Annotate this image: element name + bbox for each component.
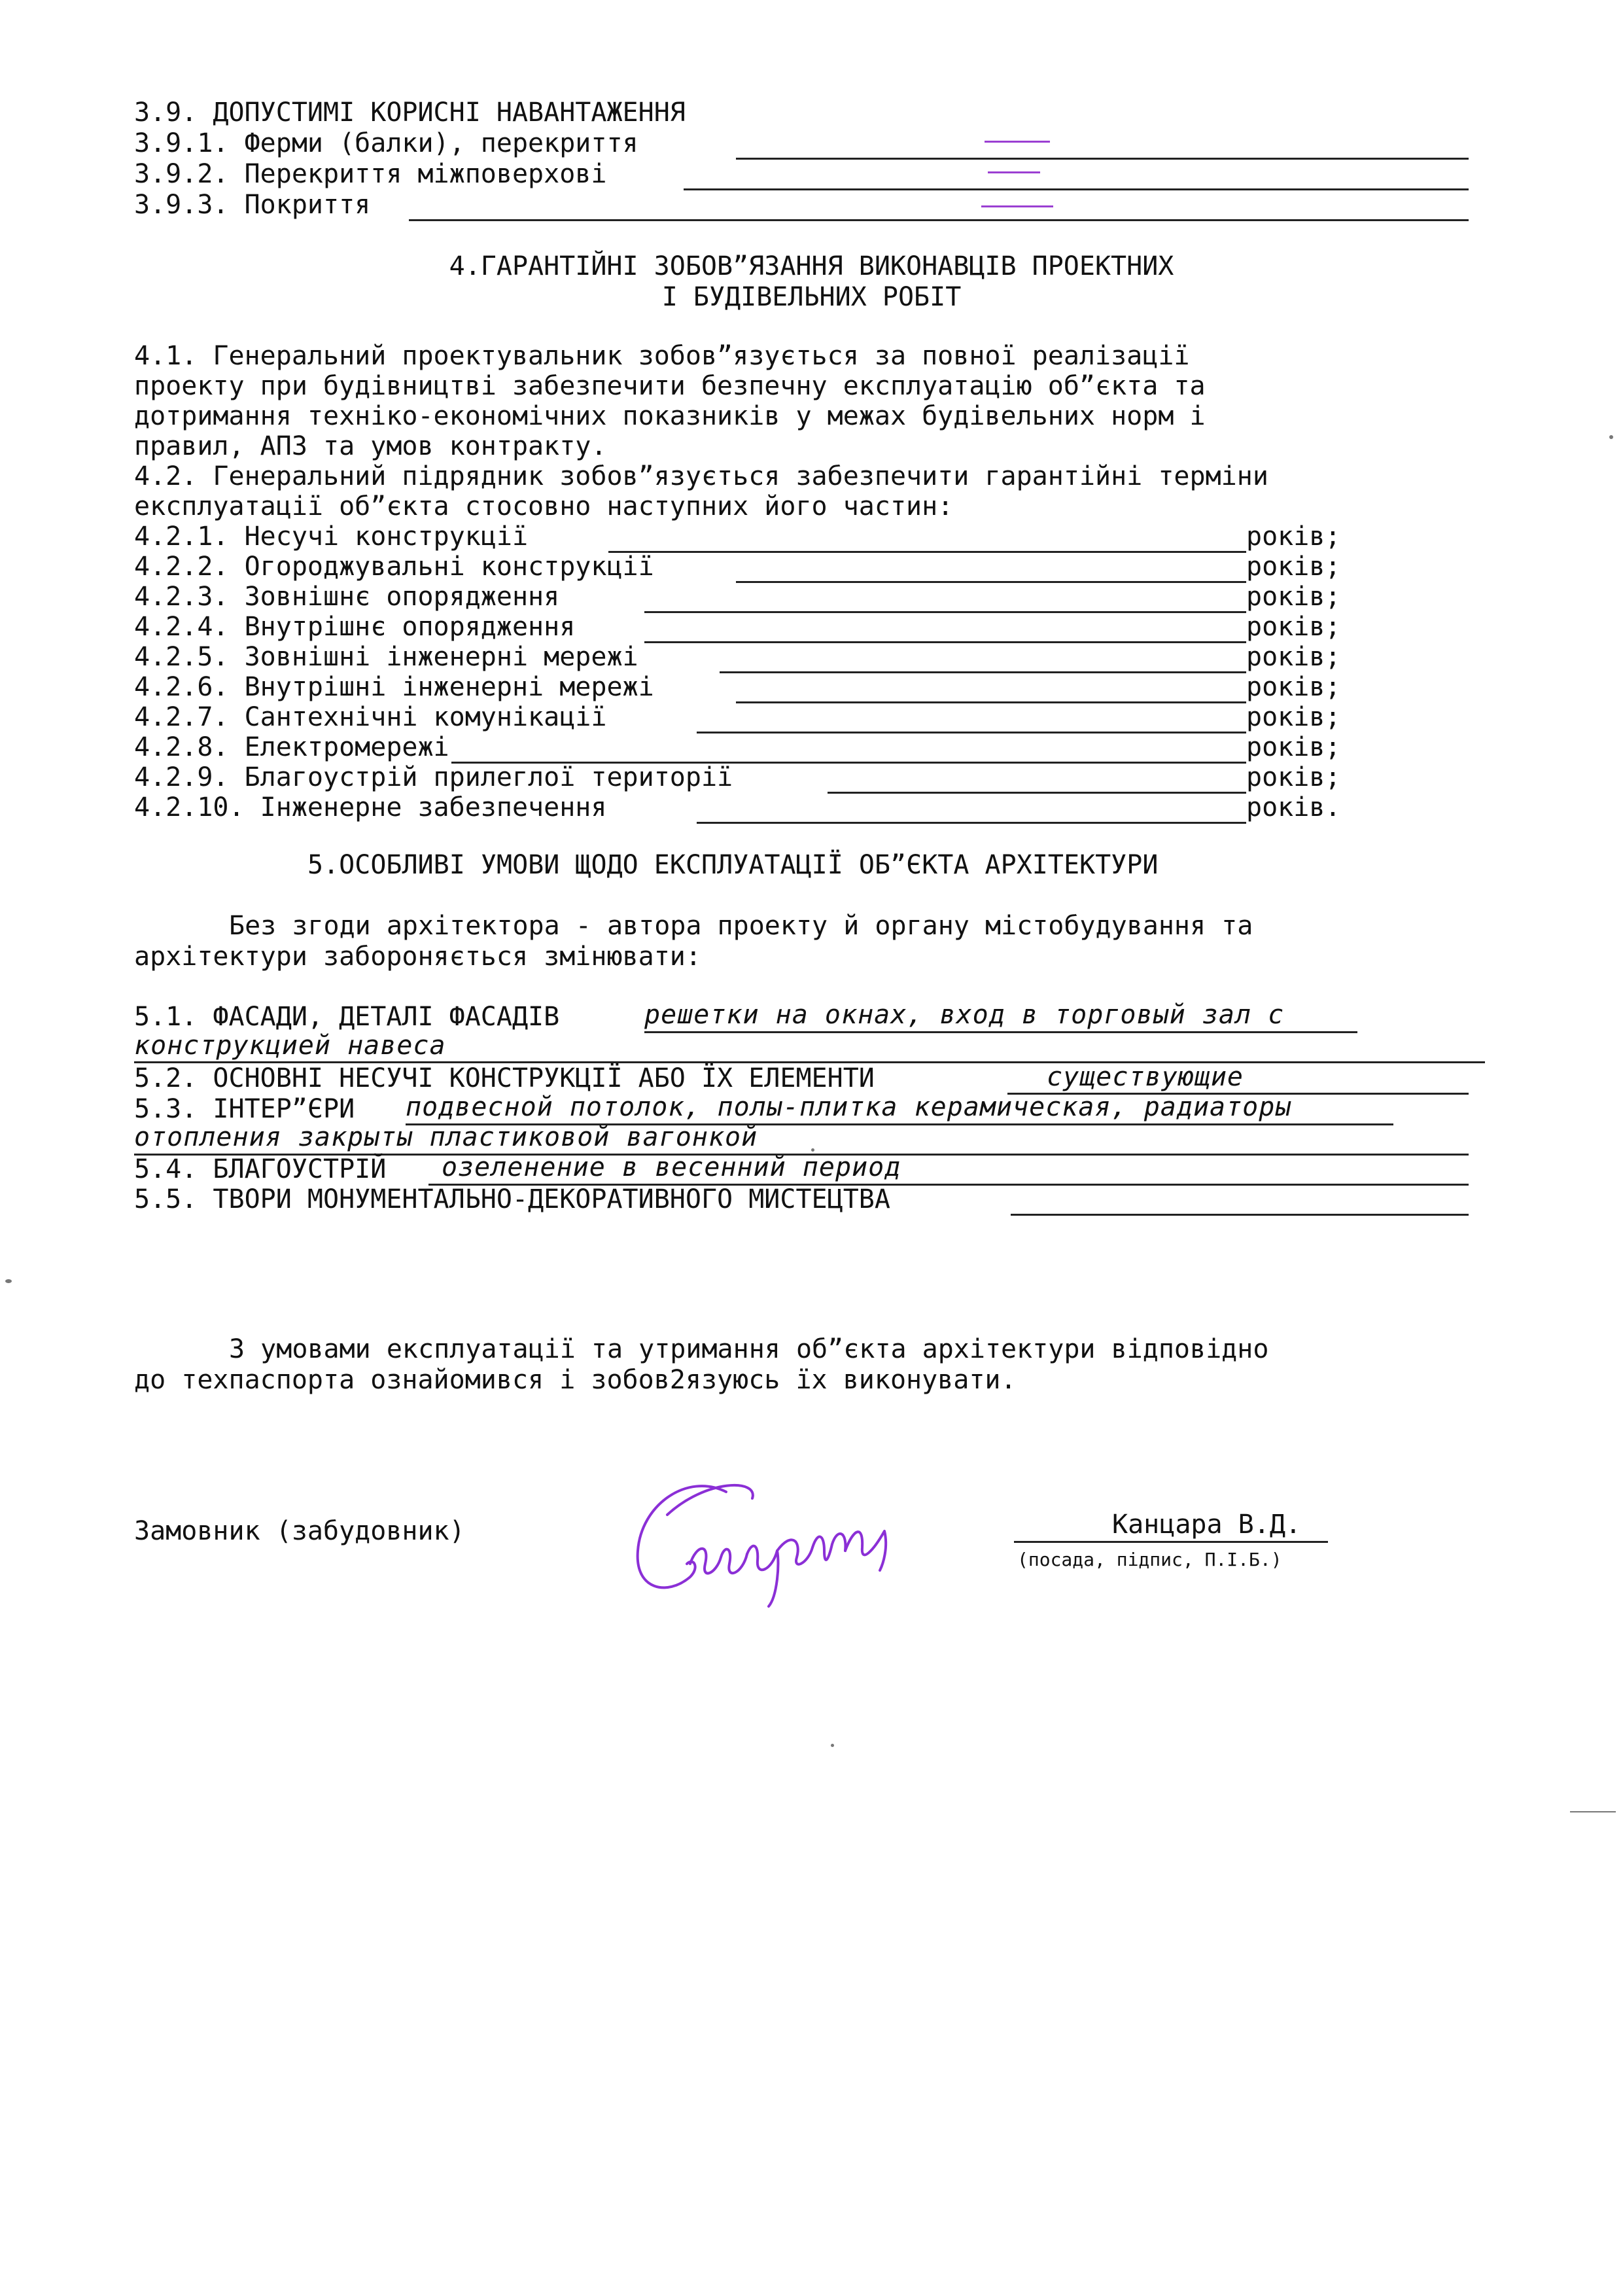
- item-3-9-2-line: [684, 158, 1469, 190]
- signatory-line: [1014, 1508, 1328, 1543]
- signature-caption: (посада, підпис, П.І.Б.): [1017, 1549, 1282, 1570]
- item-4-2-9-suffix: років;: [1246, 762, 1341, 792]
- item-4-2-1-line: [608, 520, 1246, 553]
- closing-line1: З умовами експлуатації та утримання об”єкта архітектури відповідно: [229, 1334, 1269, 1364]
- item-4-2-9-label: 4.2.9. Благоустрій прилеглої території: [134, 762, 733, 792]
- item-4-2-8-line: [451, 731, 1246, 764]
- item-4-2-8-suffix: років;: [1246, 732, 1341, 762]
- section-5-intro-line1: Без згоди архітектора - автора проекту й органу містобудування та: [229, 911, 1253, 941]
- item-4-2-5-label: 4.2.5. Зовнішні інженерні мережі: [134, 642, 638, 672]
- item-3-9-1-label: 3.9.1. Ферми (балки), перекриття: [134, 128, 638, 158]
- item-3-9-3-line: [409, 188, 1469, 221]
- section-4-heading-line2: І БУДІВЕЛЬНИХ РОБІТ: [661, 282, 962, 312]
- item-4-2-6-line: [736, 671, 1246, 703]
- item-4-2-5-suffix: років;: [1246, 642, 1341, 672]
- item-4-2-7-label: 4.2.7. Сантехнічні комунікації: [134, 702, 607, 732]
- scan-speck: [5, 1279, 12, 1283]
- item-5-5-line: [1011, 1183, 1469, 1216]
- item-5-2-label: 5.2. ОСНОВНІ НЕСУЧІ КОНСТРУКЦІЇ АБО ЇХ ЕЛЕМЕНТИ: [134, 1063, 875, 1093]
- section-4-heading-line1: 4.ГАРАНТІЙНІ ЗОБОВ”ЯЗАННЯ ВИКОНАВЦІВ ПРОЕКТНИХ: [449, 251, 1174, 281]
- item-4-2-9-line: [828, 761, 1246, 794]
- item-3-9-3-dash: [981, 205, 1053, 207]
- section-5-heading: 5.ОСОБЛИВІ УМОВИ ЩОДО ЕКСПЛУАТАЦІЇ ОБ”ЄКТА АРХІТЕКТУРИ: [307, 850, 1159, 880]
- item-3-9-1-dash: [985, 141, 1050, 143]
- closing-line2: до техпаспорта ознайомився і зобов2язуюсь їх виконувати.: [134, 1365, 1017, 1395]
- item-4-2-4-suffix: років;: [1246, 612, 1341, 642]
- item-5-4-value: озеленение в весенний период: [442, 1152, 901, 1182]
- item-4-2-10-line: [697, 791, 1246, 824]
- item-4-2-10-label: 4.2.10. Інженерне забезпечення: [134, 792, 607, 822]
- item-4-2-3-suffix: років;: [1246, 582, 1341, 612]
- item-4-2-3-label: 4.2.3. Зовнішнє опорядження: [134, 582, 560, 612]
- p41-line1: 4.1. Генеральний проектувальник зобов”язується за повної реалізації: [134, 341, 1190, 371]
- item-4-2-7-suffix: років;: [1246, 702, 1341, 732]
- item-5-3-line1: [406, 1093, 1393, 1125]
- item-5-3-value-line1: подвесной потолок, полы-плитка керамическая, радиаторы: [406, 1092, 1292, 1122]
- item-5-1-value-line2: конструкцией навеса: [134, 1031, 446, 1061]
- item-4-2-4-line: [644, 610, 1246, 643]
- item-5-1-label: 5.1. ФАСАДИ, ДЕТАЛІ ФАСАДІВ: [134, 1002, 560, 1032]
- item-5-3-line2: [134, 1123, 1469, 1156]
- section-5-intro-line2: архітектури забороняється змінювати:: [134, 942, 701, 972]
- p41-line4: правил, АПЗ та умов контракту.: [134, 431, 607, 461]
- item-3-9-1-line: [736, 127, 1469, 160]
- section-3-9-title: 3.9. ДОПУСТИМІ КОРИСНІ НАВАНТАЖЕННЯ: [134, 97, 686, 128]
- scan-speck: [1609, 435, 1613, 439]
- item-4-2-2-suffix: років;: [1246, 552, 1341, 582]
- customer-label: Замовник (забудовник): [134, 1516, 465, 1546]
- item-4-2-2-label: 4.2.2. Огороджувальні конструкції: [134, 552, 654, 582]
- item-4-2-6-suffix: років;: [1246, 672, 1341, 702]
- item-4-2-3-line: [644, 580, 1246, 613]
- scan-speck: [831, 1744, 834, 1747]
- item-5-1-line2: [134, 1031, 1485, 1063]
- item-3-9-2-dash: [988, 171, 1040, 173]
- item-4-2-1-suffix: років;: [1246, 521, 1341, 552]
- item-3-9-3-label: 3.9.3. Покриття: [134, 190, 371, 220]
- scan-mark: [1570, 1811, 1616, 1812]
- item-4-2-8-label: 4.2.8. Електромережі: [134, 732, 449, 762]
- p42-line1: 4.2. Генеральний підрядник зобов”язується забезпечити гарантійні терміни: [134, 461, 1268, 491]
- item-5-2-value: существующие: [1047, 1062, 1244, 1092]
- item-5-4-label: 5.4. БЛАГОУСТРІЙ: [134, 1154, 387, 1184]
- scan-speck: [811, 1148, 814, 1152]
- item-3-9-2-label: 3.9.2. Перекриття міжповерхові: [134, 159, 607, 189]
- item-5-3-label: 5.3. ІНТЕР”ЄРИ: [134, 1094, 355, 1124]
- signatory-name: Канцара В.Д.: [1112, 1510, 1301, 1540]
- handwritten-signature: [628, 1466, 929, 1610]
- item-4-2-2-line: [736, 550, 1246, 583]
- p41-line2: проекту при будівництві забезпечити безпечну експлуатацію об”єкта та: [134, 371, 1206, 401]
- item-4-2-7-line: [697, 701, 1246, 733]
- item-5-5-label: 5.5. ТВОРИ МОНУМЕНТАЛЬНО-ДЕКОРАТИВНОГО МИСТЕЦТВА: [134, 1184, 890, 1214]
- item-4-2-5-line: [720, 641, 1246, 673]
- item-4-2-6-label: 4.2.6. Внутрішні інженерні мережі: [134, 672, 654, 702]
- item-5-3-value-line2: отопления закрыты пластиковой вагонкой: [134, 1122, 758, 1152]
- item-5-4-line: [428, 1153, 1469, 1186]
- item-5-1-line1: [644, 1000, 1357, 1033]
- p41-line3: дотримання техніко-економічних показників у межах будівельних норм і: [134, 401, 1206, 431]
- item-4-2-4-label: 4.2.4. Внутрішнє опорядження: [134, 612, 576, 642]
- p42-line2: експлуатації об”єкта стосовно наступних його частин:: [134, 491, 954, 521]
- item-4-2-10-suffix: років.: [1246, 792, 1341, 822]
- item-4-2-1-label: 4.2.1. Несучі конструкції: [134, 521, 529, 552]
- item-5-1-value-line1: решетки на окнах, вход в торговый зал с: [644, 1000, 1285, 1030]
